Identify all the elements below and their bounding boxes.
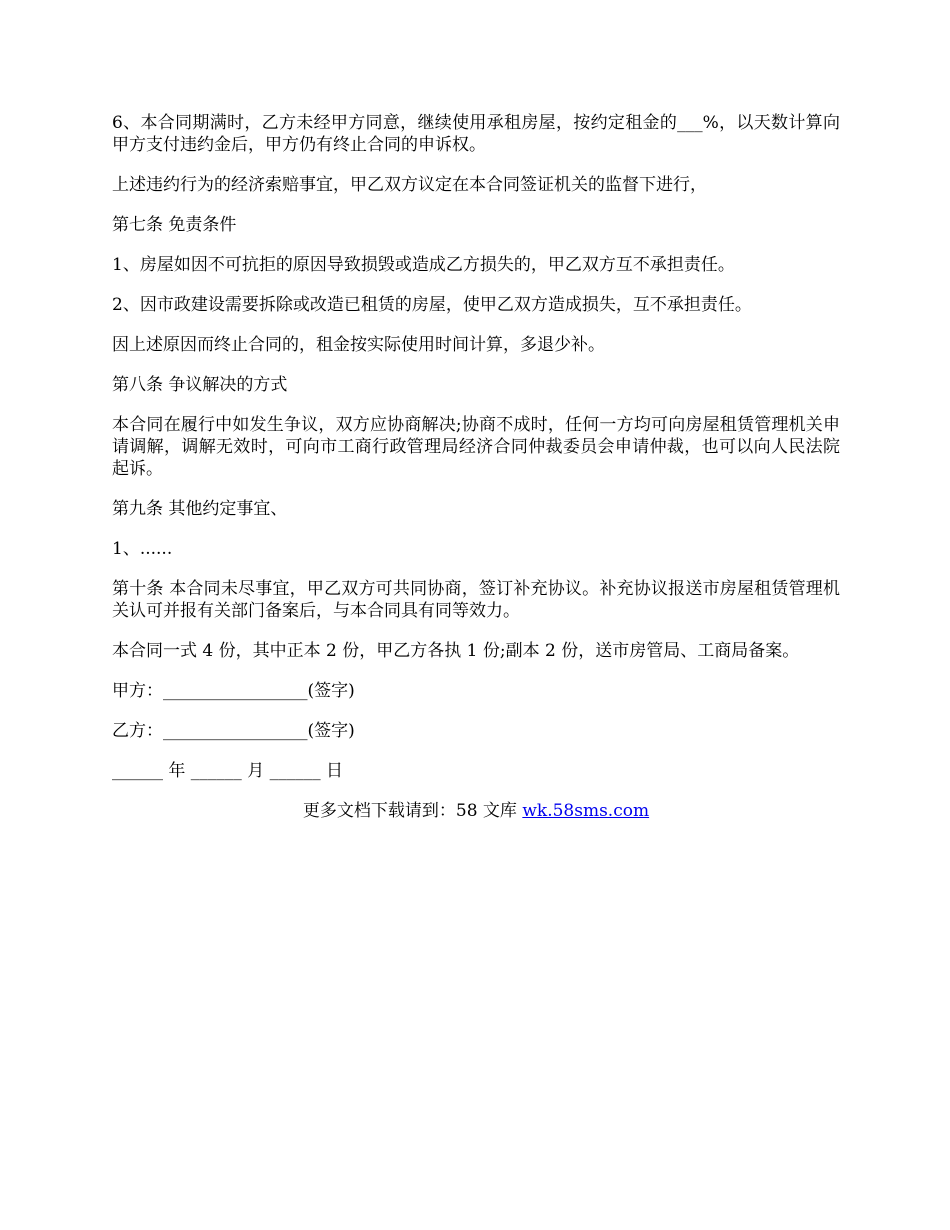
article-9-item-1: 1、...... (112, 539, 173, 559)
termination-rent-paragraph: 因上述原因而终止合同的，租金按实际使用时间计算，多退少补。 (112, 335, 605, 355)
article-7-heading: 第七条 免责条件 (112, 215, 237, 235)
copies-paragraph: 本合同一式 4 份，其中正本 2 份，甲乙方各执 1 份;副本 2 份，送市房管局、工商局备案。 (112, 641, 800, 661)
footer-link[interactable]: wk.58sms.com (522, 801, 650, 821)
download-footer (112, 800, 840, 822)
footer-text: 更多文档下载请到：58 文库 (302, 801, 523, 821)
article-7-item-2: 2、因市政建设需要拆除或改造已租赁的房屋，使甲乙双方造成损失，互不承担责任。 (112, 295, 752, 315)
document-body (112, 112, 840, 822)
article-9-heading: 第九条 其他约定事宜、 (112, 499, 288, 519)
article-10-paragraph: 第十条 本合同未尽事宜，甲乙双方可共同协商，签订补充协议。补充协议报送市房屋租赁管理机关认可并报有关部门备案后，与本合同具有同等效力。 (112, 579, 840, 621)
party-a-signature-line: 甲方：_________________(签字) (112, 681, 355, 701)
party-b-signature-line: 乙方：_________________(签字) (112, 721, 355, 741)
dispute-resolution-paragraph: 本合同在履行中如发生争议，双方应协商解决;协商不成时，任何一方均可向房屋租赁管理机关申请调解，调解无效时，可向市工商行政管理局经济合同仲裁委员会申请仲裁，也可以向人民法院起诉。 (112, 415, 840, 479)
article-8-heading: 第八条 争议解决的方式 (112, 375, 288, 395)
date-line: ______ 年 ______ 月 ______ 日 (112, 761, 344, 781)
article-7-item-1: 1、房屋如因不可抗拒的原因导致损毁或造成乙方损失的，甲乙双方互不承担责任。 (112, 255, 735, 275)
clause-6-paragraph: 6、本合同期满时，乙方未经甲方同意，继续使用承租房屋，按约定租金的___%，以天数计算向甲方支付违约金后，甲方仍有终止合同的申诉权。 (112, 113, 840, 155)
compensation-paragraph: 上述违约行为的经济索赔事宜，甲乙双方议定在本合同签证机关的监督下进行， (112, 175, 707, 195)
